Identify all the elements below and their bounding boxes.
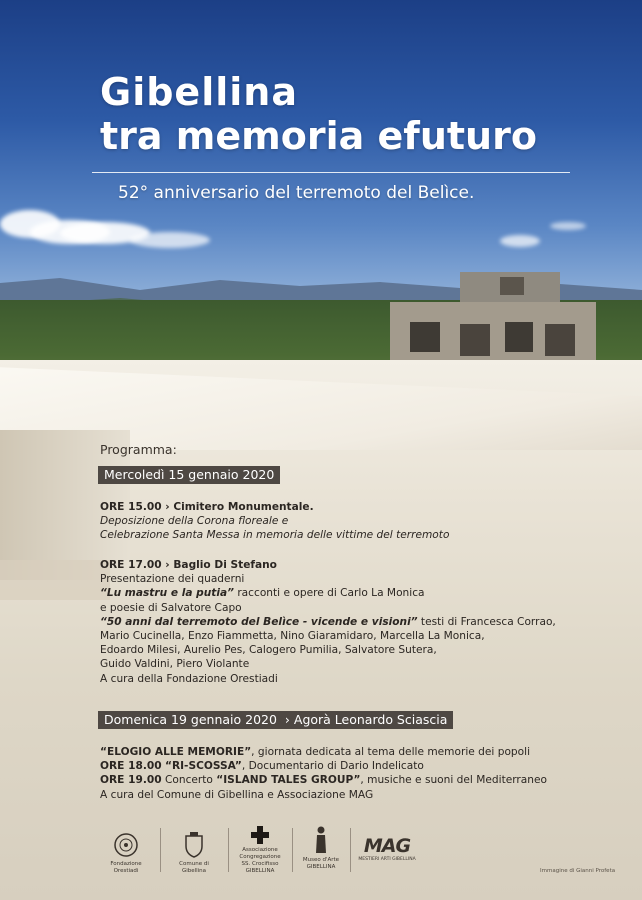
cloud (550, 222, 586, 230)
logo-label: Associazione (242, 847, 278, 853)
title-line-2 (100, 114, 537, 158)
event-title: “ISLAND TALES GROUP” (216, 774, 361, 787)
orestiadi-emblem-icon (113, 832, 139, 858)
event-line: A cura del Comune di Gibellina e Associazione MAG (100, 788, 374, 801)
event-place: Cimitero Monumentale. (173, 501, 314, 513)
event-line: Edoardo Milesi, Aurelio Pes, Calogero Pumilia, Salvatore Sutera, (100, 644, 437, 657)
title-word: futuro (403, 114, 537, 158)
title-line-1: Gibellina (100, 70, 298, 114)
logo-separator (160, 828, 161, 872)
event-line: A cura della Fondazione Orestiadi (100, 672, 278, 685)
program-heading: Programma: (100, 442, 177, 457)
logo-separator (228, 828, 229, 872)
event-line: , Documentario di Dario Indelicato (241, 760, 424, 773)
logo-label: GIBELLINA (245, 868, 275, 874)
logo-label: SS. Crocifisso (241, 861, 279, 867)
photo-credit: Immagine di Gianni Profeta (540, 868, 616, 874)
place-label: Agorà Leonardo Sciascia (293, 712, 448, 727)
cloud (130, 232, 210, 248)
book-title: “50 anni dal terremoto del Belìce - vicende e visioni” (100, 615, 418, 628)
event-line: Guido Valdini, Piero Violante (100, 658, 250, 671)
logo-separator (292, 828, 293, 872)
event-title: “ELOGIO ALLE MEMORIE” (100, 746, 252, 758)
event-line: Deposizione della Corona floreale e (100, 515, 289, 528)
event-line: racconti e opere di Carlo La Monica (233, 587, 425, 600)
event-baglio: ORE 17.00 › Baglio Di Stefano Presentazione dei quaderni “Lu mastru e la putia” racconti e opere di Carlo La Monica e poesie di Salvatore Capo “50 anni dal terremoto del Belìce - vicende e visioni” testi di Francesca Corrao, Mario Cucinella, Enzo Fiammetta, Nino Giaramidaro, Marcella La Monica, Edoardo Milesi, Aurelio Pes, Calogero Pumilia, Salvatore Sutera, Guido Valdini, Piero Violante A cura della Fondazione Orestiadi (100, 559, 556, 685)
event-title: “RI-SCOSSA” (164, 760, 242, 773)
logo-comune-gibellina (168, 822, 220, 878)
sponsor-logos (100, 822, 430, 878)
logo-label: Congregazione (239, 854, 281, 860)
book-title: “Lu mastru e la putia” (100, 587, 234, 600)
logo-mag (354, 822, 420, 878)
stone-shadow (0, 560, 110, 600)
logo-label: Fondazione Orestiadi (110, 861, 142, 874)
event-place: Baglio Di Stefano (173, 559, 277, 571)
date-bar-day2: Domenica 19 gennaio 2020 › Agorà Leonardo Sciascia (98, 711, 453, 729)
logo-label: Comune di Gibellina (179, 861, 209, 874)
logo-associazione-crocifisso (234, 822, 286, 878)
mag-wordmark: MAG (363, 835, 411, 857)
statue-icon (314, 826, 328, 854)
date-bar-day1: Mercoledì 15 gennaio 2020 (98, 466, 280, 484)
logo-fondazione-orestiadi (100, 822, 152, 878)
events-day2 (100, 745, 547, 802)
cross-icon (251, 826, 269, 844)
date-label: Domenica 19 gennaio 2020 (104, 712, 277, 727)
cloud (500, 235, 540, 247)
title-word: e (377, 114, 404, 158)
event-time: ORE 18.00 (100, 760, 162, 773)
event-line: , musiche e suoni del Mediterraneo (360, 774, 547, 787)
event-line: Presentazione dei quaderni (100, 573, 245, 586)
event-line: testi di Francesca Corrao, (417, 615, 556, 628)
event-cimitero: ORE 15.00 › Cimitero Monumentale. Deposizione della Corona floreale e Celebrazione Santa Messa in memoria delle vittime del terremoto (100, 501, 450, 542)
event-line: , giornata dedicata al tema delle memorie dei popoli (251, 746, 531, 758)
logo-museo (298, 822, 344, 878)
event-time: ORE 19.00 (100, 774, 162, 787)
logo-label: GIBELLINA (306, 864, 336, 870)
event-line: Celebrazione Santa Messa in memoria delle vittime del terremoto (100, 529, 450, 542)
coat-of-arms-icon (184, 832, 204, 858)
event-line: Mario Cucinella, Enzo Fiammetta, Nino Giaramidaro, Marcella La Monica, (100, 630, 485, 643)
event-line: e poesie di Salvatore Capo (100, 601, 242, 614)
title-rule (92, 172, 570, 173)
logo-label: Museo d'Arte (302, 857, 340, 863)
logo-label: MESTIERI ARTI GIBELLINA (358, 857, 416, 862)
title-word: tra (100, 114, 163, 158)
logo-separator (350, 828, 351, 872)
event-time: ORE 17.00 (100, 559, 162, 571)
title-word: memoria (175, 114, 365, 158)
event-time: ORE 15.00 (100, 501, 162, 513)
event-line: Concerto (161, 774, 217, 787)
subtitle: 52° anniversario del terremoto del Belìce. (118, 183, 475, 203)
